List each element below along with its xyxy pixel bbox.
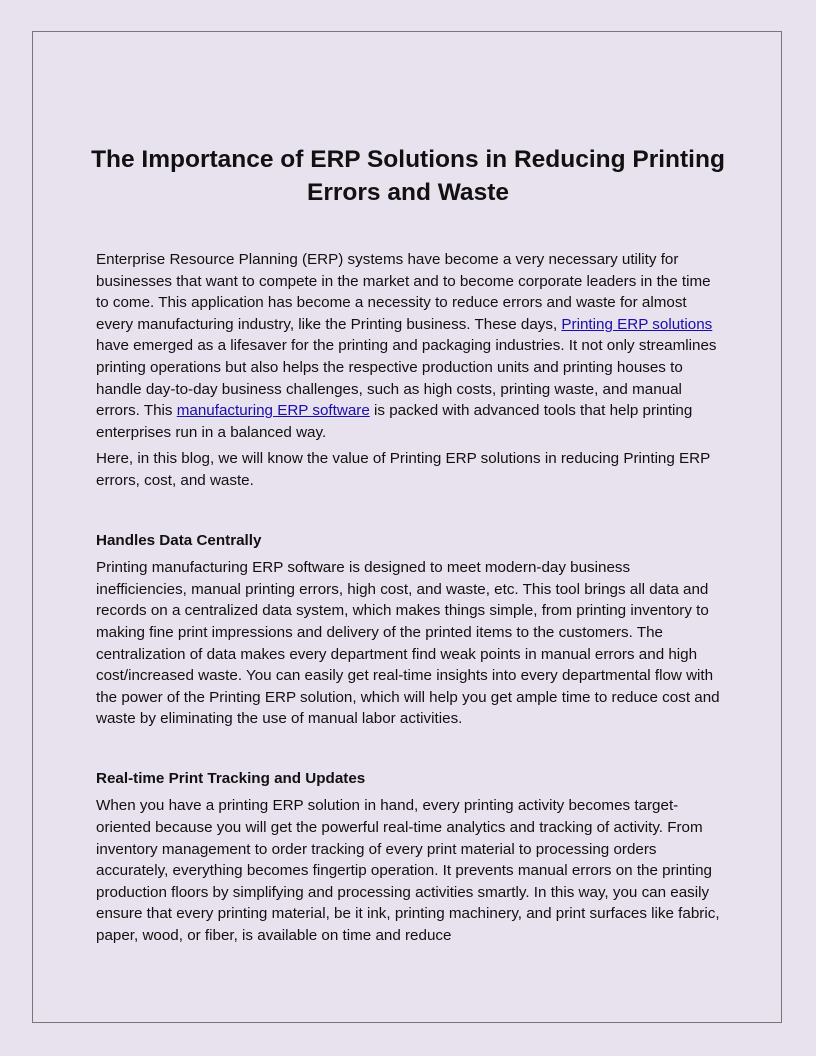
intro-text-3: is packed with advanced tools that help printing enterprises run in a balanced way. xyxy=(96,402,693,441)
page-title: The Importance of ERP Solutions in Reducing Printing Errors and Waste xyxy=(91,146,725,206)
intro-paragraph xyxy=(96,249,724,443)
intro-text-2: have emerged as a lifesaver for the printing and packaging industries. It not only streamlines printing operations but also helps the respective production units and printing houses to handle day-to-day business challenges, such as high costs, printing waste, and manual errors. This xyxy=(96,337,717,420)
section-body-data-centrally: Printing manufacturing ERP software is designed to meet modern-day business inefficiencies, manual printing errors, high cost, and waste, etc. This tool brings all data and records on a centralized data system, which makes things simple, from printing inventory to making fine print impressions and delivery of the printed items to the customers. The centralization of data makes every department find weak points in manual errors and high cost/increased waste. You can easily get real-time insights into every departmental flow with the power of the Printing ERP solution, which will help you get ample time to reduce cost and waste by eliminating the use of manual labor activities. xyxy=(96,559,720,728)
section-heading-print-tracking: Real-time Print Tracking and Updates xyxy=(96,769,366,787)
printing-erp-solutions-link[interactable]: Printing ERP solutions xyxy=(561,315,713,333)
blog-intro-paragraph: Here, in this blog, we will know the value of Printing ERP solutions in reducing Printing ERP errors, cost, and waste. xyxy=(96,450,711,489)
section-body-print-tracking: When you have a printing ERP solution in hand, every printing activity becomes target-oriented because you will get the powerful real-time analytics and tracking of activity. From inventory management to order tracking of every print material to processing orders accurately, everything becomes fingertip operation. It prevents manual errors on the printing production floors by simplifying and processing activities smartly. In this way, you can easily ensure that every printing material, be it ink, printing machinery, and print surfaces like fabric, paper, wood, or fiber, is available on time and reduce xyxy=(96,797,720,945)
article-body xyxy=(96,249,724,947)
intro-text-1: Enterprise Resource Planning (ERP) systems have become a very necessary utility for businesses that want to compete in the market and to become corporate leaders in the time to come. This application has become a necessity to reduce errors and waste for almost every manufacturing industry, like the Printing business. These days, xyxy=(96,251,711,333)
manufacturing-erp-software-link[interactable]: manufacturing ERP software xyxy=(176,402,370,420)
section-heading-data-centrally: Handles Data Centrally xyxy=(96,531,262,549)
